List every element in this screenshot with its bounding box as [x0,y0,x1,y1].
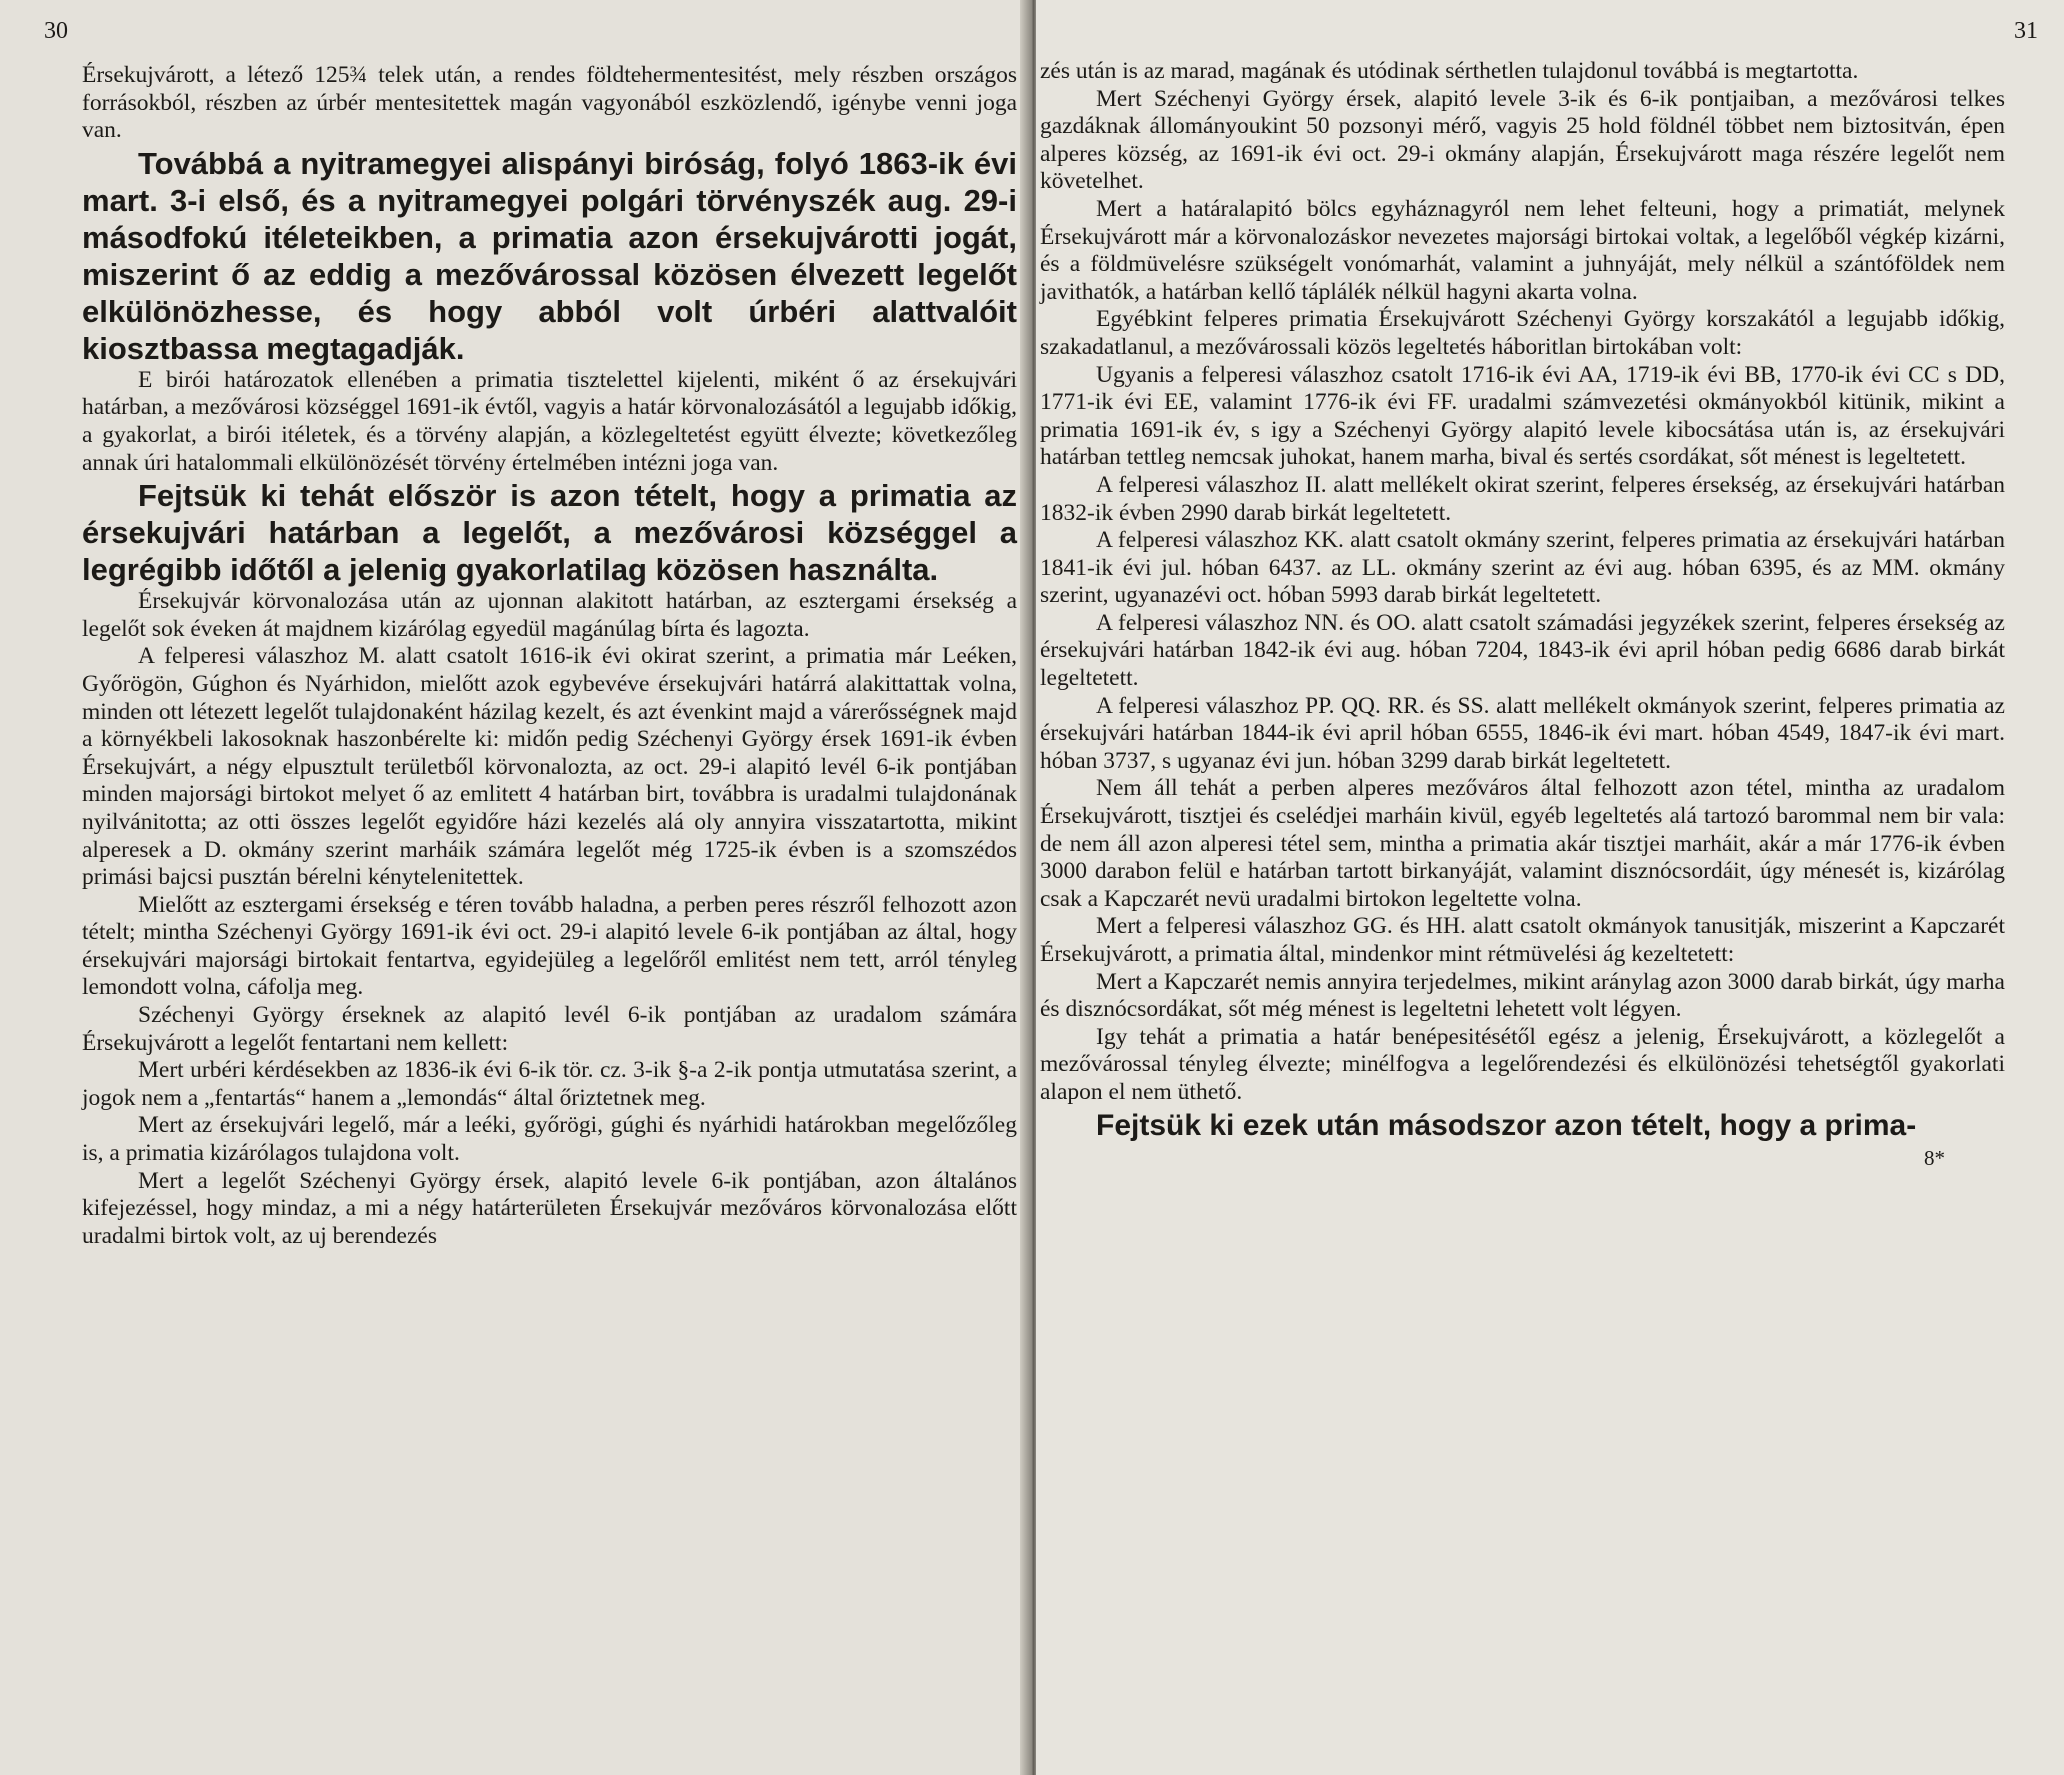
paragraph: A felperesi válaszhoz NN. és OO. alatt csatolt számadási jegyzékek szerint, felperes érsekség az érsekujvári határban 1842-ik évi aug. hóban 7204, 1843-ik évi april hóban pedig 6686 darab birkát legeltetett. [1040,609,2005,692]
bold-statement: Fejtsük ki ezek után másodszor azon tételt, hogy a prima- [1096,1108,1917,1142]
paragraph: Mert a Kapczarét nemis annyira terjedelmes, mikint aránylag azon 3000 darab birkát, úgy marha és disznócsordákat, sőt még ménest is legeltetni lehetett volt légyen. [1040,968,2005,1023]
paragraph: Mert a legelőt Széchenyi György érsek, alapitó levele 6-ik pontjában, azon általános kifejezéssel, hogy mindaz, a mi a négy határterületen Érsekujvár mezőváros körvonalozása előtt uradalmi birtok volt, az uj berendezés [82,1167,1017,1249]
paragraph: Mert urbéri kérdésekben az 1836-ik évi 6-ik tör. cz. 3-ik §-a 2-ik pontja utmutatása szerint, a jogok nem a „fentartás“ hanem a „lemondás“ által őriztetnek meg. [82,1057,1017,1111]
paragraph: Igy tehát a primatia a határ benépesitésétől egész a jelenig, Érsekujvárott, a közlegelőt a mezővárossal tényleg élvezte; minélfogva a legelőrendezési és elkülönözési tehetségtől gyakorlati alapon el nem üthető. [1040,1023,2005,1105]
paragraph: Mert az érsekujvári legelő, már a leéki, győrögi, gúghi és nyárhidi határokban megelőzőleg is, a primatia kizárólagos tulajdona volt. [82,1112,1017,1167]
paragraph: zés után is az marad, magának és utódinak sérthetlen tulajdonul továbbá is megtartotta. [1040,58,1859,84]
page-number-left: 30 [44,18,68,44]
paragraph: Mert a felperesi válaszhoz GG. és HH. alatt csatolt okmányok tanusitják, miszerint a Kapczarét Érsekujvárott, a primatia által, mindenkor mint rétmüvelési ág kezeltetett: [1040,913,2005,967]
left-text-column [82,62,1017,1250]
paragraph: Széchenyi György érseknek az alapitó levél 6-ik pontjában az uradalom számára Érsekujvárott a legelőt fentartani nem kellett: [82,1002,1017,1056]
paragraph: Egyébkint felperes primatia Érsekujvárott Széchenyi György korszakától a legujabb időkig, szakadatlanul, a mezővárossali közös legeltetés háboritlan birtokában volt: [1040,306,2005,360]
paragraph: Érsekujvárott, a létező 125¾ telek után, a rendes földtehermentesitést, mely részben országos forrásokból, részben az úrbér mentesitettek magán vagyonából eszközlendő, igénybe venni joga van. [82,62,1017,144]
bold-statement: Fejtsük ki tehát először is azon tételt, hogy a primatia az érsekujvári határban a legelőt, a mezővárosi községgel a legrégibb időtől a jelenig gyakorlatilag közösen használta. [82,478,1017,588]
paragraph: A felperesi válaszhoz PP. QQ. RR. és SS. alatt mellékelt okmányok szerint, felperes primatia az érsekujvári határban 1844-ik évi april hóban 6555, 1846-ik évi mart. hóban 4549, 1847-ik évi mart. hóban 3737, s ugyanaz évi jun. hóban 3299 darab birkát legeltetett. [1040,692,2005,774]
paragraph: Mert Széchenyi György érsek, alapitó levele 3-ik és 6-ik pontjaiban, a mezővárosi telkes gazdáknak állományoukint 50 pozsonyi mérő, vagyis 25 hold földnél többet nem biztositván, épen alperes község, az 1691-ik évi oct. 29-i okmány alapján, Érsekujvárott maga részére legelőt nem követelhet. [1040,85,2005,195]
page-number-right: 31 [2014,18,2038,44]
paragraph: A felperesi válaszhoz II. alatt mellékelt okirat szerint, felperes érsekség, az érsekujvári határban 1832-ik évben 2990 darab birkát legeltetett. [1040,471,2005,526]
paragraph: Nem áll tehát a perben alperes mezőváros által felhozott azon tétel, mintha az uradalom Érsekujvárott, tisztjei és cselédjei marháin kivül, egyéb legeltetés alá tartozó barommal nem bir vala: de nem áll azon alperesi tétel sem, mintha a primatia akár tisztjei marháit, akár a már 1776-ik évben 3000 darabon felül e határban tartott birkanyáját, valamint disznócsordáit, úgy ménesét is, kizárólag csak a Kapczarét nevü uradalmi birtokon legeltette volna. [1040,775,2005,912]
paragraph: Mielőtt az esztergami érsekség e téren tovább haladna, a perben peres részről felhozott azon tételt; mintha Széchenyi György 1691-ik évi oct. 29-i alapitó levele 6-ik pontjában az által, hogy érsekujvári majorsági birtokait fentartva, egyidejüleg a legelőről emlitést nem tett, arról tényleg lemondott volna, cáfolja meg. [82,891,1017,1001]
paragraph: Mert a határalapitó bölcs egyháznagyról nem lehet felteuni, hogy a primatiát, melynek Érsekujvárott már a körvonalozáskor nevezetes majorsági birtokai voltak, a legelőből végkép kizárni, és a földmüvelésre szükségelt vonómarhát, valamint a juhnyáját, mely nélkül a szántóföldek nem javithatók, a határban kellő táplálék nélkül hagyni akarta volna. [1040,195,2005,305]
paragraph: Ugyanis a felperesi válaszhoz csatolt 1716-ik évi AA, 1719-ik évi BB, 1770-ik évi CC s DD, 1771-ik évi EE, valamint 1776-ik évi FF. uradalmi számvezetési okmányokból kitünik, mikint a primatia 1691-ik év, s igy a Széchenyi György alapitó levele kibocsátása után is, az érsekujvári határban tettleg nemcsak juhokat, hanem marha, bival és sertés csordákat, sőt ménest is legeltetett. [1040,361,2005,471]
right-text-column [1040,58,2005,1171]
paragraph: Érsekujvár körvonalozása után az ujonnan alakitott határban, az esztergami érsekség a legelőt sok éveken át majdnem kizárólag egyedül magánúlag bírta és lagozta. [82,588,1017,642]
bold-statement: Továbbá a nyitramegyei alispányi biróság, folyó 1863-ik évi mart. 3-i első, és a nyitramegyei polgári törvényszék aug. 29-i másodfokú itéleteikben, a primatia azon érsekujvárotti jogát, miszerint ő az eddig a mezővárossal közösen élvezett legelőt elkülönözhesse, és hogy abból volt úrbéri alattvalóit kiosztbassa megtagadják. [82,145,1017,366]
paragraph: E birói határozatok ellenében a primatia tisztelettel kijelenti, miként ő az érsekujvári határban, a mezővárosi községgel 1691-ik évtől, vagyis a határ körvonalozásától a legujabb időkig, a gyakorlat, a birói itéletek, és a törvény alapján, a közlegeltetést együtt élvezte; következőleg annak úri hatalommali elkülönözését törvény értelmében intézni joga van. [82,366,1017,476]
left-page [0,0,1030,1775]
paragraph: A felperesi válaszhoz KK. alatt csatolt okmány szerint, felperes primatia az érsekujvári határban 1841-ik évi jul. hóban 6437. az LL. okmány szerint az évi aug. hóban 6395, és az MM. okmány szerint, ugyanazévi oct. hóban 5993 darab birkát legeltetett. [1040,527,2005,609]
right-page [1036,0,2064,1775]
signature-mark: 8* [1924,1145,1945,1170]
paragraph: A felperesi válaszhoz M. alatt csatolt 1616-ik évi okirat szerint, a primatia már Leéken, Győrögön, Gúghon és Nyárhidon, mielőtt azok egybevéve érsekujvári határrá alakittattak volna, minden ott létezett legelőt tulajdonaként házilag kezelt, és azt évenkint majd a várerősségnek majd a környékbeli lakosoknak haszonbérelte ki: midőn pedig Széchenyi György érsek 1691-ik évben Érsekujvárt, a négy elpusztult területből körvonalozta, az oct. 29-i alapitó levél 6-ik pontjában minden majorsági birtokot melyet ő az emlitett 4 határban birt, továbbra is uradalmi tulajdonának nyilvánitotta; az otti összes legelőt egyidőre házi kezelés alá oly annyira visszatartotta, mikint alperesek a D. okmány szerint marháik számára legelőt még 1725-ik évben is a szomszédos primási bajcsi pusztán bérelni kénytelenitettek. [82,643,1017,891]
